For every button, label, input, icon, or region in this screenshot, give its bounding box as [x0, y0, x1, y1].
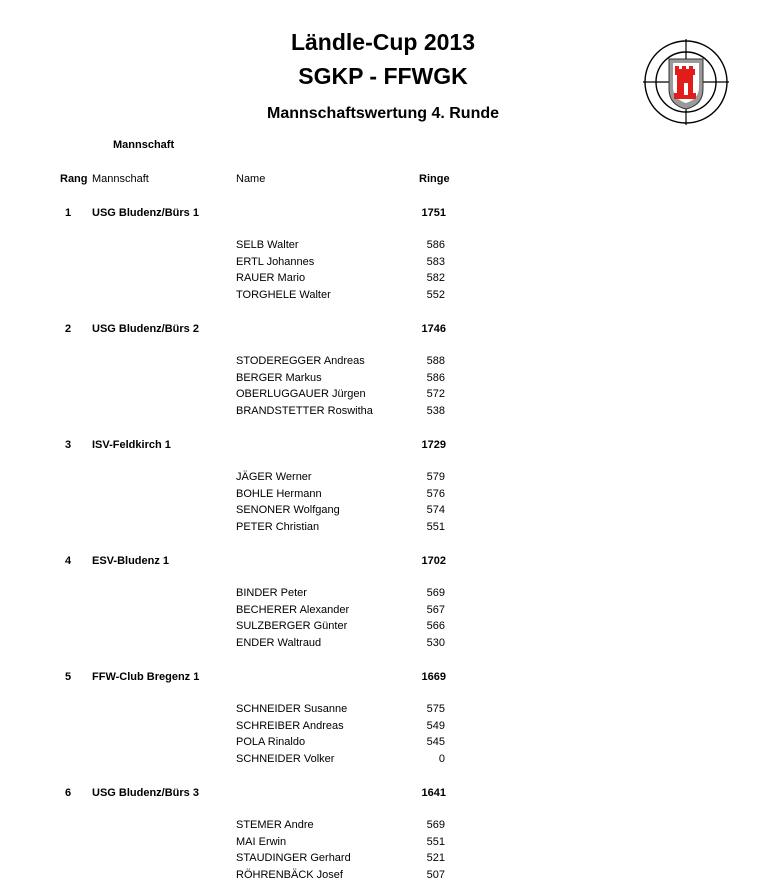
- shooter-name: BINDER Peter: [236, 587, 307, 599]
- shooter-score: 582: [426, 272, 445, 285]
- member-row: [0, 850, 766, 866]
- shooter-score: 588: [426, 355, 445, 367]
- member-row: [0, 751, 766, 767]
- shooter-score: 579: [426, 471, 445, 483]
- team-row: [0, 553, 766, 569]
- team-rank: 2: [64, 323, 72, 335]
- shooter-score: 552: [426, 288, 445, 301]
- team-name: USG Bludenz/Bürs 3: [92, 787, 199, 799]
- member-row: [0, 701, 766, 717]
- shooter-name: BECHERER Alexander: [236, 603, 350, 616]
- shooter-score: 567: [426, 603, 445, 616]
- member-row: [0, 519, 766, 535]
- round-heading: Mannschaftswertung 4. Runde: [266, 105, 500, 122]
- section-label: Mannschaft: [113, 139, 175, 151]
- member-row: [0, 237, 766, 253]
- shooter-name: SCHNEIDER Susanne: [236, 703, 348, 715]
- shooter-name: PETER Christian: [236, 520, 320, 533]
- member-row: [0, 486, 766, 502]
- column-header-ringe: Ringe: [419, 173, 450, 185]
- shooter-name: SELB Walter: [236, 239, 299, 251]
- member-row: [0, 502, 766, 518]
- member-row: [0, 635, 766, 651]
- shooter-name: MAI Erwin: [236, 835, 287, 848]
- shooter-score: 575: [426, 703, 445, 715]
- team-row: [0, 669, 766, 685]
- shooter-name: SENONER Wolfgang: [236, 504, 340, 517]
- shooter-name: BERGER Markus: [236, 371, 322, 384]
- member-row: [0, 817, 766, 833]
- shooter-name: ERTL Johannes: [236, 255, 315, 268]
- shooter-name: POLA Rinaldo: [236, 736, 306, 749]
- team-total-score: 1751: [421, 207, 446, 219]
- member-row: [0, 585, 766, 601]
- shooter-score: 530: [426, 636, 445, 649]
- shooter-name: OBERLUGGAUER Jürgen: [236, 388, 366, 401]
- shooter-name: RAUER Mario: [236, 272, 306, 285]
- shooter-score: 538: [426, 404, 445, 417]
- shooter-score: 576: [426, 487, 445, 500]
- member-row: [0, 618, 766, 634]
- shooter-name: BOHLE Hermann: [236, 487, 322, 500]
- team-name: USG Bludenz/Bürs 2: [92, 323, 199, 335]
- shooter-name: STAUDINGER Gerhard: [236, 852, 351, 865]
- shooter-score: 507: [426, 868, 445, 881]
- shooter-score: 574: [426, 504, 445, 517]
- team-name: ISV-Feldkirch 1: [92, 439, 171, 451]
- team-name: FFW-Club Bregenz 1: [92, 671, 200, 683]
- shooter-score: 569: [426, 819, 445, 831]
- column-header-mannschaft: Mannschaft: [92, 173, 149, 185]
- team-total-score: 1669: [421, 671, 446, 683]
- shooter-name: ENDER Waltraud: [236, 636, 322, 649]
- shooter-score: 583: [426, 255, 445, 268]
- column-header-rang: Rang: [60, 173, 88, 185]
- member-row: [0, 254, 766, 270]
- column-header-name: Name: [236, 173, 266, 185]
- team-row: [0, 437, 766, 453]
- team-total-score: 1702: [421, 555, 446, 567]
- member-row: [0, 718, 766, 734]
- member-row: [0, 386, 766, 402]
- shooter-score: 521: [426, 852, 445, 865]
- shooter-name: STEMER Andre: [236, 819, 314, 831]
- member-row: [0, 834, 766, 850]
- member-row: [0, 867, 766, 883]
- shooter-score: 586: [426, 239, 445, 251]
- member-row: [0, 353, 766, 369]
- shooter-score: 586: [426, 371, 445, 384]
- shooter-name: JÄGER Werner: [236, 471, 312, 483]
- member-row: [0, 602, 766, 618]
- team-row: [0, 321, 766, 337]
- member-row: [0, 370, 766, 386]
- shooter-name: SULZBERGER Günter: [236, 620, 348, 633]
- page-subtitle-clubs: SGKP - FFWGK: [298, 63, 468, 89]
- shooter-score: 569: [426, 587, 445, 599]
- shooter-score: 551: [426, 520, 445, 533]
- shooter-name: RÖHRENBÄCK Josef: [236, 868, 343, 881]
- member-row: [0, 270, 766, 286]
- team-rank: 6: [64, 787, 72, 799]
- shooter-score: 572: [426, 388, 445, 401]
- shooter-name: BRANDSTETTER Roswitha: [236, 404, 373, 417]
- team-total-score: 1641: [421, 787, 446, 799]
- team-rank: 4: [64, 555, 72, 567]
- team-rank: 1: [64, 207, 72, 219]
- team-total-score: 1746: [421, 323, 446, 335]
- member-row: [0, 287, 766, 303]
- member-row: [0, 734, 766, 750]
- shooter-score: 566: [426, 620, 445, 633]
- team-rank: 5: [64, 671, 72, 683]
- shooter-name: STODEREGGER Andreas: [236, 355, 365, 367]
- team-row: [0, 205, 766, 221]
- shooter-name: TORGHELE Walter: [236, 288, 331, 301]
- team-rank: 3: [64, 439, 72, 451]
- member-row: [0, 469, 766, 485]
- shooter-score: 551: [426, 835, 445, 848]
- page-title: Ländle-Cup 2013: [290, 29, 476, 55]
- shooter-score: 549: [426, 719, 445, 732]
- shooter-score: 0: [438, 752, 445, 765]
- team-total-score: 1729: [421, 439, 446, 451]
- shooter-score: 545: [426, 736, 445, 749]
- shooter-name: SCHNEIDER Volker: [236, 752, 335, 765]
- shooter-name: SCHREIBER Andreas: [236, 719, 344, 732]
- team-name: ESV-Bludenz 1: [92, 555, 170, 567]
- team-name: USG Bludenz/Bürs 1: [92, 207, 199, 219]
- member-row: [0, 403, 766, 419]
- team-row: [0, 785, 766, 801]
